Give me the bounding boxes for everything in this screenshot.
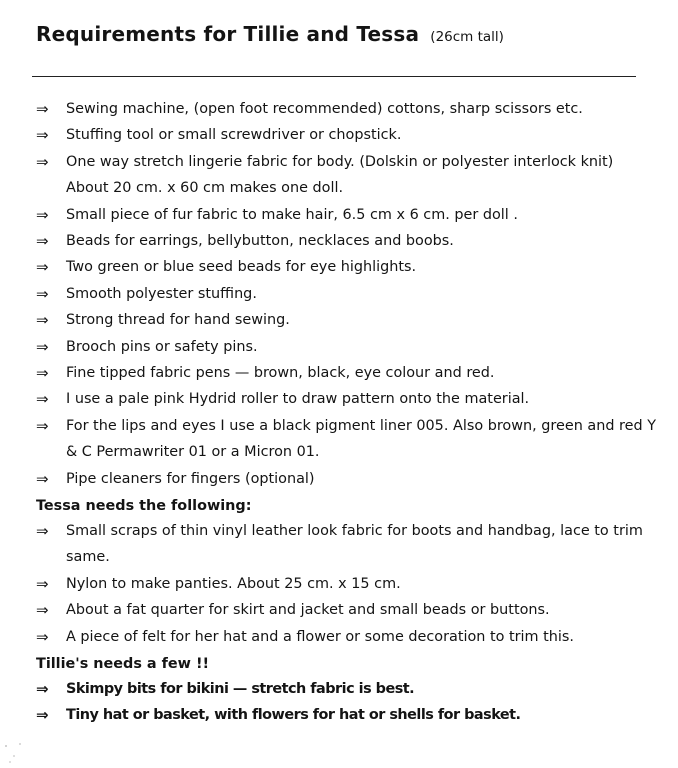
list-item-continuation: & C Permawriter 01 or a Micron 01. xyxy=(66,444,320,461)
arrow-bullet-icon: ⇒ xyxy=(36,574,49,593)
arrow-bullet-icon: ⇒ xyxy=(36,205,49,224)
list-item-text: Stuffing tool or small screwdriver or chopstick. xyxy=(66,127,402,144)
arrow-bullet-icon: ⇒ xyxy=(36,364,49,382)
page-title xyxy=(36,22,504,46)
arrow-bullet-icon: ⇒ xyxy=(36,522,49,540)
list-item-text: About a fat quarter for skirt and jacket and small beads or buttons. xyxy=(66,602,550,619)
list-item-text: Skimpy bits for bikini — stretch fabric is best. xyxy=(66,681,415,697)
tessa-heading: Tessa needs the following: xyxy=(36,498,252,514)
list-item-text: Fine tipped fabric pens — brown, black, eye colour and red. xyxy=(66,365,495,381)
list-item-text: Beads for earrings, bellybutton, necklaces and boobs. xyxy=(66,233,454,249)
list-item-text: Pipe cleaners for fingers (optional) xyxy=(66,470,315,487)
list-item-text: Sewing machine, (open foot recommended) cottons, sharp scissors etc. xyxy=(66,101,583,117)
arrow-bullet-icon: ⇒ xyxy=(36,680,49,698)
arrow-bullet-icon: ⇒ xyxy=(36,311,49,330)
arrow-bullet-icon: ⇒ xyxy=(36,706,49,725)
arrow-bullet-icon: ⇒ xyxy=(36,469,49,488)
title-divider xyxy=(32,76,636,77)
arrow-bullet-icon: ⇒ xyxy=(36,416,49,435)
list-item-text: For the lips and eyes I use a black pigment liner 005. Also brown, green and red Y xyxy=(66,417,657,434)
list-item-text: Small scraps of thin vinyl leather look fabric for boots and handbag, lace to trim xyxy=(66,523,643,539)
list-item-text: One way stretch lingerie fabric for body. (Dolskin or polyester interlock knit) xyxy=(66,153,614,170)
list-item-text: Smooth polyester stuffing. xyxy=(66,285,257,302)
list-item-text: A piece of felt for her hat and a flower or some decoration to trim this. xyxy=(66,628,574,645)
list-item-continuation: About 20 cm. x 60 cm makes one doll. xyxy=(66,180,344,197)
arrow-bullet-icon: ⇒ xyxy=(36,100,49,118)
scan-specks xyxy=(0,738,30,766)
tillie-heading: Tillie's needs a few !! xyxy=(36,656,210,672)
arrow-bullet-icon: ⇒ xyxy=(36,601,49,620)
arrow-bullet-icon: ⇒ xyxy=(36,337,49,356)
list-item-text: Nylon to make panties. About 25 cm. x 15 cm. xyxy=(66,575,401,592)
arrow-bullet-icon: ⇒ xyxy=(36,152,49,171)
arrow-bullet-icon: ⇒ xyxy=(36,258,49,277)
arrow-bullet-icon: ⇒ xyxy=(36,284,49,303)
list-item-text: Small piece of fur fabric to make hair, 6.5 cm x 6 cm. per doll . xyxy=(66,206,518,223)
arrow-bullet-icon: ⇒ xyxy=(36,627,49,646)
title-main: Requirements for Tillie and Tessa xyxy=(36,22,420,46)
arrow-bullet-icon: ⇒ xyxy=(36,390,49,409)
title-subtitle: (26cm tall) xyxy=(430,29,504,45)
list-item-text: Strong thread for hand sewing. xyxy=(66,312,290,329)
list-item-text: Two green or blue seed beads for eye highlights. xyxy=(66,259,417,276)
arrow-bullet-icon: ⇒ xyxy=(36,126,49,145)
arrow-bullet-icon: ⇒ xyxy=(36,232,49,250)
list-item-continuation: same. xyxy=(66,549,110,566)
list-item-text: Brooch pins or safety pins. xyxy=(66,338,258,355)
list-item-text: I use a pale pink Hydrid roller to draw pattern onto the material. xyxy=(66,391,530,408)
list-item-text: Tiny hat or basket, with flowers for hat or shells for basket. xyxy=(66,707,521,724)
